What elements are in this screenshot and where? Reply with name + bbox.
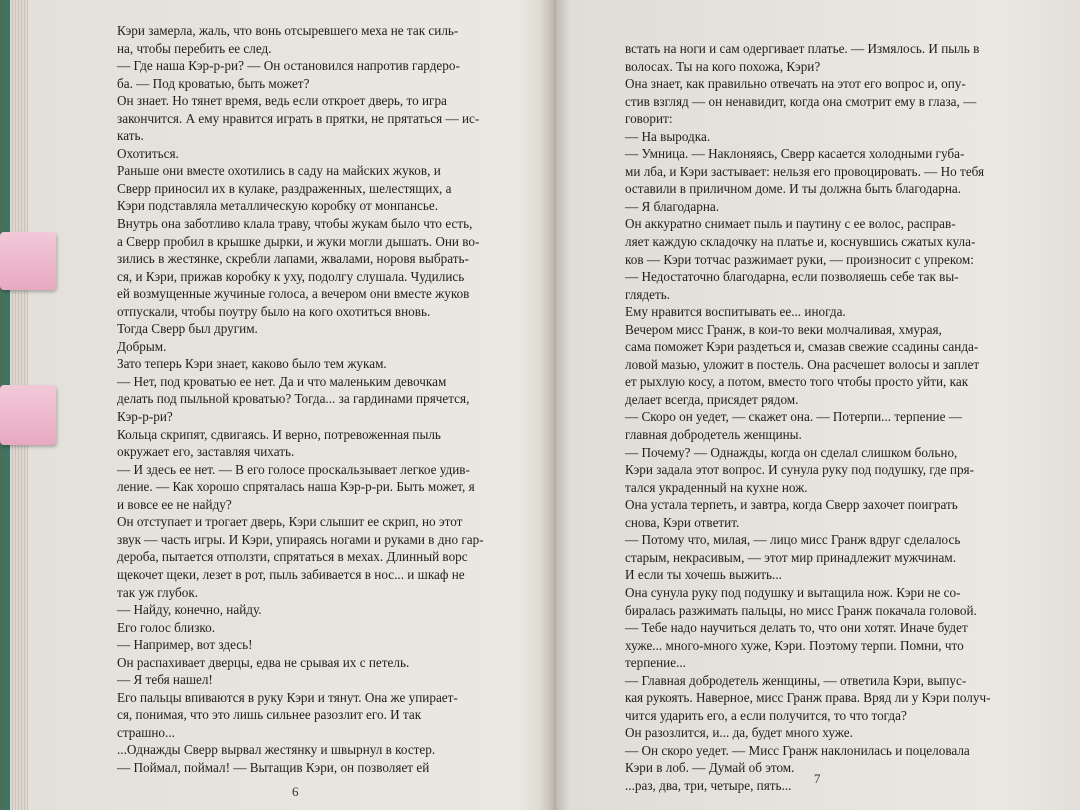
text-line: — Недостаточно благодарна, если позволяешь себе так вы-: [625, 269, 959, 285]
text-line: Охотиться.: [117, 145, 179, 161]
text-line: Он разозлится, и... да, будет много хуже.: [625, 725, 853, 741]
text-line: Кэри в лоб. — Думай об этом.: [625, 760, 795, 776]
text-line: тался украденный на кухне нож.: [625, 479, 808, 495]
text-line: — Он скоро уедет. — Мисс Гранж наклонилась и поцеловала: [625, 742, 970, 758]
text-line: Его пальцы впиваются в руку Кэри и тянут. Она же упирает-: [117, 689, 458, 705]
text-line: Внутрь она заботливо клала траву, чтобы жукам было что есть,: [117, 216, 473, 232]
text-line: — Поймал, поймал! — Вытащив Кэри, он позволяет ей: [117, 759, 430, 775]
text-line: Он распахивает дверцы, едва не срывая их с петель.: [117, 654, 410, 670]
text-line: ба. — Под кроватью, быть может?: [117, 75, 310, 91]
text-line: Его голос близко.: [117, 619, 216, 635]
text-line: снова, Кэри ответит.: [625, 514, 740, 530]
text-line: Он отступает и трогает дверь, Кэри слышит ее скрип, но этот: [117, 514, 463, 530]
text-line: Кэри подставляла металлическую коробку от монпансье.: [117, 198, 439, 214]
text-line: Вечером мисс Гранж, в кои-то веки молчаливая, хмурая,: [625, 321, 942, 337]
text-line: — Потому что, милая, — лицо мисс Гранж вдруг сделалось: [625, 532, 961, 548]
text-line: кать.: [117, 128, 144, 144]
text-line: — Скоро он уедет, — скажет она. — Потерпи... терпение —: [625, 409, 962, 425]
text-line: главная добродетель женщины.: [625, 427, 802, 443]
text-line: волосах. Ты на кого похожа, Кэри?: [625, 58, 821, 74]
text-line: И если ты хочешь выжить...: [625, 567, 782, 583]
text-line: ся, и Кэри, прижав коробку к уху, подолгу слушала. Чудились: [117, 268, 465, 284]
text-line: — Найду, конечно, найду.: [117, 602, 262, 618]
text-line: делать под пыльной кроватью? Тогда... за гардинами прячется,: [117, 391, 470, 407]
text-line: окружает его, заставляя чихать.: [117, 444, 295, 460]
text-line: щекочет щеки, лезет в рот, пыль забивается в нос... и шкаф не: [117, 566, 465, 582]
text-line: Ему нравится воспитывать ее... иногда.: [625, 304, 846, 320]
text-line: ляет каждую складочку на платье и, коснувшись сжатых кула-: [625, 234, 976, 250]
text-line: зились в жестянке, скребли лапами, жвалами, норовя выбрать-: [117, 251, 469, 267]
text-line: — Я тебя нашел!: [117, 672, 213, 688]
text-line: старым, некрасивым, — этот мир принадлежит мужчинам.: [625, 549, 957, 565]
left-page-text: [101, 22, 531, 777]
text-line: Кэр-р-ри?: [117, 409, 173, 425]
text-line: сама поможет Кэри раздеться и, смазав свежие ссадины санда-: [625, 339, 979, 355]
text-line: — Почему? — Однажды, когда он сделал слишком больно,: [625, 444, 958, 460]
text-line: ет рыхлую косу, а потом, вместо того чтобы просто уйти, как: [625, 374, 969, 390]
text-line: — Главная добродетель женщины, — ответила Кэри, выпус-: [625, 672, 967, 688]
text-line: Добрым.: [117, 338, 167, 354]
text-line: Сверр приносил их в кулаке, раздраженных, шелестящих, а: [117, 180, 452, 196]
text-line: на, чтобы перебить ее след.: [117, 40, 272, 56]
text-line: ...раз, два, три, четыре, пять...: [625, 777, 792, 793]
text-line: ся, понимая, что это лишь сильнее разозлит его. И так: [117, 707, 422, 723]
text-line: страшно...: [117, 724, 175, 740]
text-line: хуже... много-много хуже, Кэри. Поэтому терпи. Помни, что: [625, 637, 964, 653]
text-line: ми лба, и Кэри застывает: нельзя его провоцировать. — Но тебя: [625, 163, 985, 179]
text-line: а Сверр пробил в крышке дырки, и жуки могли дышать. Они во-: [117, 233, 480, 249]
text-line: оставили в приличном доме. И ты должна быть благодарна.: [625, 181, 962, 197]
text-line: Кольца скрипят, сдвигаясь. И верно, потревоженная пыль: [117, 426, 441, 442]
text-line: глядеть.: [625, 286, 671, 302]
text-line: Он аккуратно снимает пыль и паутину с ее волос, расправ-: [625, 216, 956, 232]
text-line: Она знает, как правильно отвечать на этот его вопрос и, опу-: [625, 76, 966, 92]
page-number: 7: [814, 771, 821, 786]
text-line: Раньше они вместе охотились в саду на майских жуков, и: [117, 163, 441, 179]
text-line: — На выродка.: [625, 128, 711, 144]
left-page: [26, 0, 554, 810]
text-line: Кэри замерла, жаль, что вонь отсыревшего меха не так силь-: [117, 23, 459, 38]
text-line: — И здесь ее нет. — В его голосе проскальзывает легкое удив-: [117, 461, 470, 477]
text-line: — Умница. — Наклоняясь, Сверр касается холодными губа-: [625, 146, 965, 162]
text-line: Она сунула руку под подушку и вытащила нож. Кэри не со-: [625, 584, 961, 600]
right-page-text: [609, 40, 1039, 795]
text-line: Зато теперь Кэри знает, каково было тем жукам.: [117, 356, 387, 372]
text-line: — Я благодарна.: [625, 198, 720, 214]
text-line: ей возмущенные жучиные голоса, а вечером они вместе жуков: [117, 286, 470, 302]
text-line: ков — Кэри тотчас разжимает руки, — произносит с упреком:: [625, 251, 974, 267]
text-line: чится ударить его, а если получится, то что тогда?: [625, 707, 907, 723]
text-line: и вовсе ее не найду?: [117, 496, 232, 512]
text-line: терпение...: [625, 655, 686, 671]
text-line: звук — часть игры. И Кэри, упираясь ногами и руками в дно гар-: [117, 531, 484, 547]
text-line: — Нет, под кроватью ее нет. Да и что маленьким девочкам: [117, 373, 447, 389]
text-line: ...Однажды Сверр вырвал жестянку и швырнул в костер.: [117, 742, 436, 758]
text-line: дероба, пытается отползти, спрятаться в мехах. Длинный ворс: [117, 549, 468, 565]
text-line: так уж глубок.: [117, 584, 199, 600]
page-number: 6: [292, 784, 299, 799]
text-line: Он знает. Но тянет время, ведь если откроет дверь, то игра: [117, 93, 447, 109]
text-line: кая рукоять. Наверное, мисс Гранж права. Вряд ли у Кэри получ-: [625, 690, 991, 706]
text-line: закончится. А ему нравится играть в прятки, не прятаться — ис-: [117, 110, 480, 126]
text-line: Тогда Сверр был другим.: [117, 321, 258, 337]
text-line: биралась разжимать пальцы, но мисс Гранж покачала головой.: [625, 602, 977, 618]
right-page: [554, 0, 1080, 810]
text-line: ловой мазью, уложит в постель. Она расчешет волосы и заплет: [625, 356, 980, 372]
text-line: встать на ноги и сам одергивает платье. — Измялось. И пыль в: [625, 41, 980, 56]
text-line: Она устала терпеть, и завтра, когда Сверр захочет поиграть: [625, 497, 958, 513]
text-line: ление. — Как хорошо спряталась наша Кэр-р-ри. Быть может, я: [117, 479, 475, 495]
text-line: — Где наша Кэр-р-ри? — Он остановился напротив гардеро-: [117, 58, 460, 74]
text-line: Кэри задала этот вопрос. И сунула руку под подушку, где пря-: [625, 462, 975, 478]
text-line: отпускали, чтобы поутру было на кого охотиться вновь.: [117, 303, 431, 319]
text-line: стив взгляд — он ненавидит, когда она смотрит ему в глаза, —: [625, 93, 977, 109]
text-line: делает всегда, присядет рядом.: [625, 391, 799, 407]
text-line: — Например, вот здесь!: [117, 637, 253, 653]
text-line: — Тебе надо научиться делать то, что они хотят. Иначе будет: [625, 620, 968, 636]
text-line: говорит:: [625, 111, 673, 127]
